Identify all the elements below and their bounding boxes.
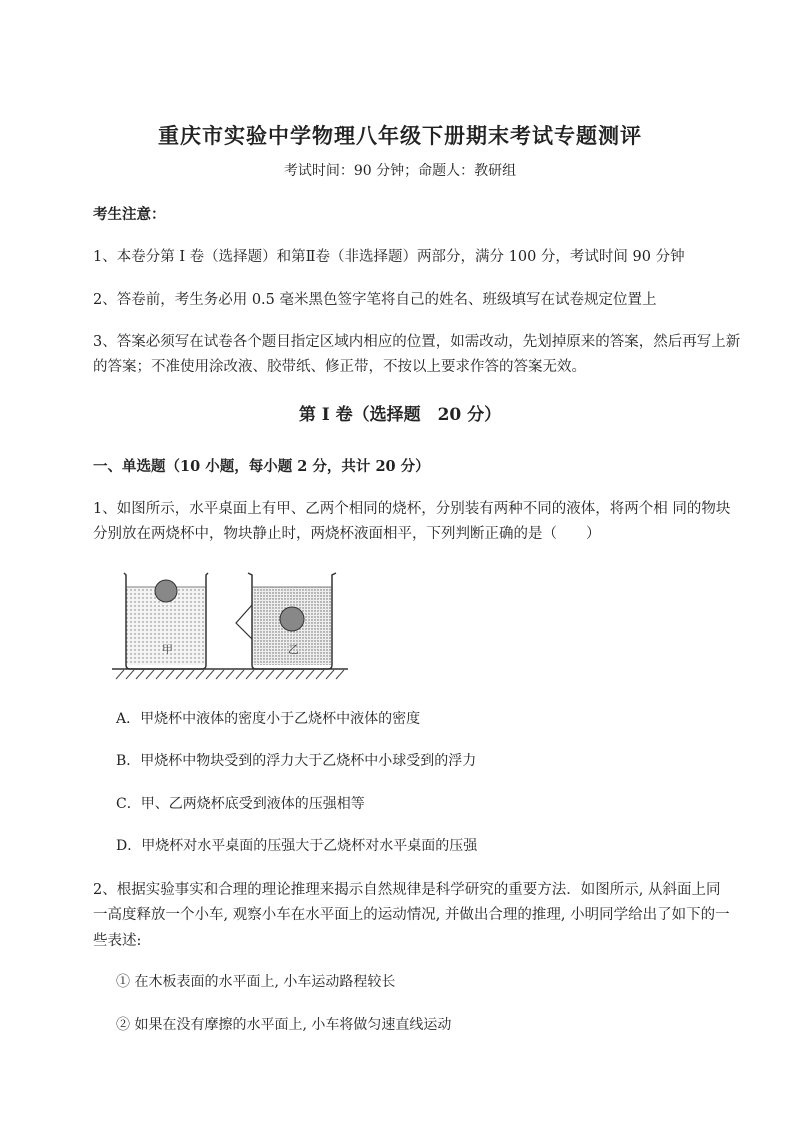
block-jia: [155, 580, 177, 602]
option-d[interactable]: D．甲烧杯对水平桌面的压强大于乙烧杯对水平桌面的压强: [116, 838, 478, 854]
notice-item-2: 2、答卷前，考生务必用 0.5 毫米黑色签字笔将自己的姓名、班级填写在试卷规定位置上: [93, 292, 657, 308]
table-hatching: [116, 670, 344, 679]
block-yi: [280, 607, 304, 631]
question-1-stem: 1、如图所示，水平桌面上有甲、乙两个相同的烧杯，分别装有两种不同的液体，将两个相 同的物块: [93, 501, 731, 517]
notice-item-1: 1、本卷分第 I 卷（选择题）和第Ⅱ卷（非选择题）两部分，满分 100 分，考试时间 90 分钟: [93, 249, 685, 265]
option-b[interactable]: B．甲烧杯中物块受到的浮力大于乙烧杯中小球受到的浮力: [116, 753, 477, 769]
notice-heading: 考生注意：: [93, 206, 166, 223]
question-2-stem: 2、根据实验事实和合理的理论推理来揭示自然规律是科学研究的重要方法．如图所示, 从斜面上同: [93, 882, 721, 898]
beaker-yi: [236, 573, 336, 669]
part-heading: 一、单选题（10 小题，每小题 2 分，共计 20 分）: [93, 458, 430, 475]
question-2-stem-cont: 一高度释放一个小车, 观察小车在水平面上的运动情况, 并做出合理的推理, 小明同学给出了如下的一: [93, 907, 730, 923]
question-2-stem-cont2: 些表述:: [93, 933, 142, 949]
statement-2: ② 如果在没有摩擦的水平面上, 小车将做匀速直线运动: [116, 1017, 452, 1033]
exam-info: 考试时间：90 分钟；命题人：教研组: [283, 163, 517, 179]
notice-item-3: 3、答案必须写在试卷各个题目指定区域内相应的位置，如需改动，先划掉原来的答案，然后再写上新: [93, 334, 741, 350]
notice-item-3-cont: 的答案；不准使用涂改液、胶带纸、修正带，不按以上要求作答的答案无效。: [93, 359, 586, 375]
question-1-stem-cont: 分别放在两烧杯中，物块静止时，两烧杯液面相平，下列判断正确的是（ ）: [93, 526, 601, 542]
beakers-figure: [110, 565, 350, 685]
statement-1: ① 在木板表面的水平面上, 小车运动路程较长: [116, 974, 396, 990]
label-jia: 甲: [162, 643, 173, 656]
label-yi: 乙: [288, 643, 299, 656]
section-title: 第 I 卷（选择题 20 分）: [298, 405, 502, 425]
option-c[interactable]: C．甲、乙两烧杯底受到液体的压强相等: [116, 796, 365, 812]
page-title: 重庆市实验中学物理八年级下册期末考试专题测评: [158, 123, 642, 148]
option-a[interactable]: A．甲烧杯中液体的密度小于乙烧杯中液体的密度: [116, 711, 421, 727]
